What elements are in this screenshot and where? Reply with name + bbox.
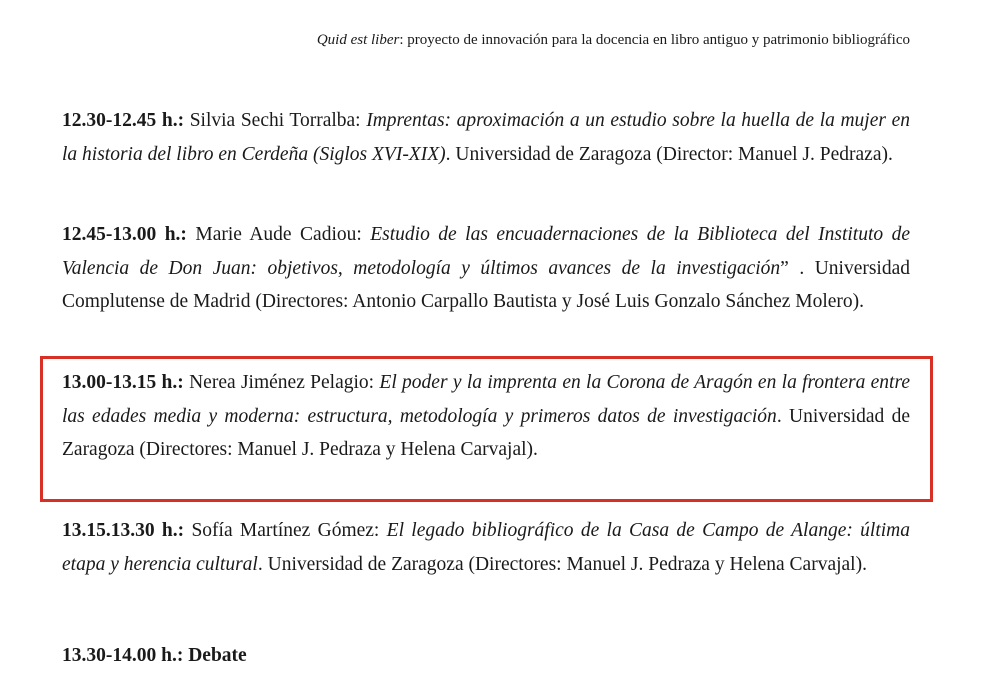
entry-debate-label: Debate [183,645,247,666]
entry-affiliation: ” . Universidad Complutense de Madrid (Directores: Antonio Carpallo Bautista y José Luis Gonzalo Sánchez Molero). [62,257,910,312]
entry-time: 13.00-13.15 h.: [62,372,184,393]
entry-affiliation: . Universidad de Zaragoza (Directores: Manuel J. Pedraza y Helena Carvajal). [257,553,867,575]
entry-speaker: Sofía Martínez Gómez: [184,520,387,541]
entry-speaker: Marie Aude Cadiou: [186,224,371,245]
entry-title: El legado bibliográfico de la Casa de Campo de Alange: última etapa y herencia cultural [62,520,911,575]
entry-title: El poder y la imprenta en la Corona de Aragón en la frontera entre las edades media y moderna: estructura, metodología y primeros datos de investigación [62,372,910,427]
program-entry-2 [62,218,910,319]
program-entry-debate [62,639,910,673]
entry-affiliation: . Universidad de Zaragoza (Directores: Manuel J. Pedraza y Helena Carvajal). [62,405,910,460]
entry-affiliation: . Universidad de Zaragoza (Director: Manuel J. Pedraza). [445,143,893,165]
entry-time: 13.15.13.30 h.: [62,520,185,541]
running-header [62,30,910,50]
header-title-rest: : proyecto de innovación para la docencia en libro antiguo y patrimonio bibliográfico [399,32,910,48]
entry-title: Imprentas: aproximación a un estudio sobre la huella de la mujer en la historia del libro en Cerdeña (Siglos XVI-XIX) [62,110,910,165]
entry-speaker: Nerea Jiménez Pelagio: [183,372,380,393]
entry-time: 12.30-12.45 h.: [62,110,185,131]
header-title-italic: Quid est liber [316,32,400,48]
entry-time: 12.45-13.00 h.: [62,224,187,245]
program-entry-1 [62,104,910,171]
entry-time: 13.30-14.00 h.: [62,645,184,666]
program-entry-4 [62,514,910,581]
entry-title: Estudio de las encuadernaciones de la Biblioteca del Instituto de Valencia de Don Juan: objetivos, metodología y últimos avances de la investigación [62,224,910,279]
program-entry-3-highlighted [62,366,910,467]
entry-speaker: Silvia Sechi Torralba: [184,110,367,131]
